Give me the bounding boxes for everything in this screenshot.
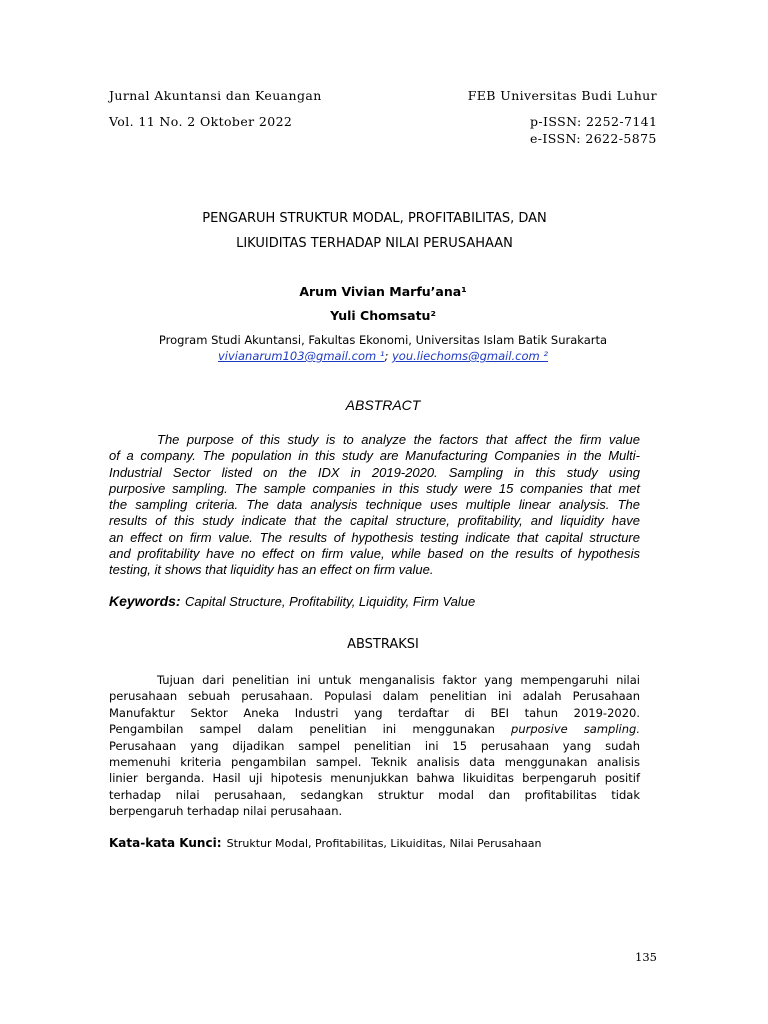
abstraksi-body [109, 672, 640, 820]
page-number: 135 [635, 950, 657, 964]
abstraksi-line [109, 721, 640, 737]
journal-name: Jurnal Akuntansi dan Keuangan [109, 88, 322, 103]
abstraksi-line: Manufaktur Sektor Aneka Industri yang terdaftar di BEI tahun 2019-2020. [109, 705, 640, 720]
email-separator: ; [384, 349, 389, 363]
keywords-text: Capital Structure, Profitability, Liquidity, Firm Value [185, 594, 476, 609]
abstraksi-line: perusahaan sebuah perusahaan. Populasi dalam penelitian ini adalah Perusahaan [109, 689, 640, 704]
abstract-line: the sampling criteria. The data analysis technique uses multiple linear analysis. The [109, 497, 640, 513]
abstract-line: results of this study indicate that the capital structure, profitability, and liquidity have [109, 513, 640, 529]
abstraksi-line: Tujuan dari penelitian ini untuk menganalisis faktor yang mempengaruhi nilai [157, 673, 640, 687]
keywords [109, 592, 475, 611]
kata-kunci [109, 833, 542, 853]
email-link[interactable]: you.liechoms@gmail.com ² [392, 349, 549, 363]
author-emails [109, 348, 657, 364]
abstract-line: an effect on firm value. The results of hypothesis testing indicate that capital structure [109, 529, 640, 545]
abstract-line: Industrial Sector listed on the IDX in 2019-2020. Sampling in this study using [109, 464, 640, 480]
abstract-line: purposive sampling. The sample companies in this study were 15 companies that met [109, 480, 640, 496]
paper-title [109, 206, 640, 256]
abstraksi-italic-term: purposive sampling. [511, 722, 640, 737]
keywords-label: Keywords: [109, 593, 181, 609]
abstraksi-line: Perusahaan yang dijadikan sampel penelitian ini 15 perusahaan yang sudah [109, 738, 640, 753]
journal-volume: Vol. 11 No. 2 Oktober 2022 [109, 114, 293, 129]
publisher-name: FEB Universitas Budi Luhur [467, 88, 657, 103]
abstract-line: and profitability have no effect on firm value, while based on the results of hypothesis [109, 546, 640, 562]
abstraksi-heading: ABSTRAKSI [347, 637, 419, 652]
author-affiliation: Program Studi Akuntansi, Fakultas Ekonomi, Universitas Islam Batik Surakarta [158, 333, 608, 347]
email-link[interactable]: vivianarum103@gmail.com ¹ [217, 349, 385, 363]
abstract-line: The purpose of this study is to analyze the factors that affect the firm value [157, 432, 640, 447]
author-name: Yuli Chomsatu² [330, 308, 436, 323]
kata-kunci-label: Kata-kata Kunci: [109, 836, 222, 850]
abstract-line: of a company. The population in this study are Manufacturing Companies in the Multi- [109, 448, 640, 464]
electronic-issn: e-ISSN: 2622-5875 [530, 131, 657, 146]
paper-title-line: LIKUIDITAS TERHADAP NILAI PERUSAHAAN [236, 236, 513, 251]
abstraksi-line: linier berganda. Hasil uji hipotesis menunjukkan bahwa likuiditas berpengaruh positif [109, 771, 640, 786]
abstraksi-line: berpengaruh terhadap nilai perusahaan. [109, 804, 343, 819]
print-issn: p-ISSN: 2252-7141 [530, 114, 658, 129]
abstract-body [109, 432, 640, 579]
abstraksi-line: memenuhi kriteria pengambilan sampel. Teknik analisis data menggunakan analisis [109, 754, 640, 769]
paper-title-line: PENGARUH STRUKTUR MODAL, PROFITABILITAS, DAN [202, 211, 547, 226]
author-name: Arum Vivian Marfu’ana¹ [299, 284, 467, 299]
abstraksi-line-text: Pengambilan sampel dalam penelitian ini menggunakan [109, 722, 495, 737]
kata-kunci-text: Struktur Modal, Profitabilitas, Likuiditas, Nilai Perusahaan [226, 837, 542, 850]
abstraksi-line: terhadap nilai perusahaan, sedangkan struktur modal dan profitabilitas tidak [109, 787, 640, 802]
abstract-heading: ABSTRACT [345, 397, 421, 413]
abstract-line: testing, it shows that liquidity has an effect on firm value. [109, 562, 434, 578]
